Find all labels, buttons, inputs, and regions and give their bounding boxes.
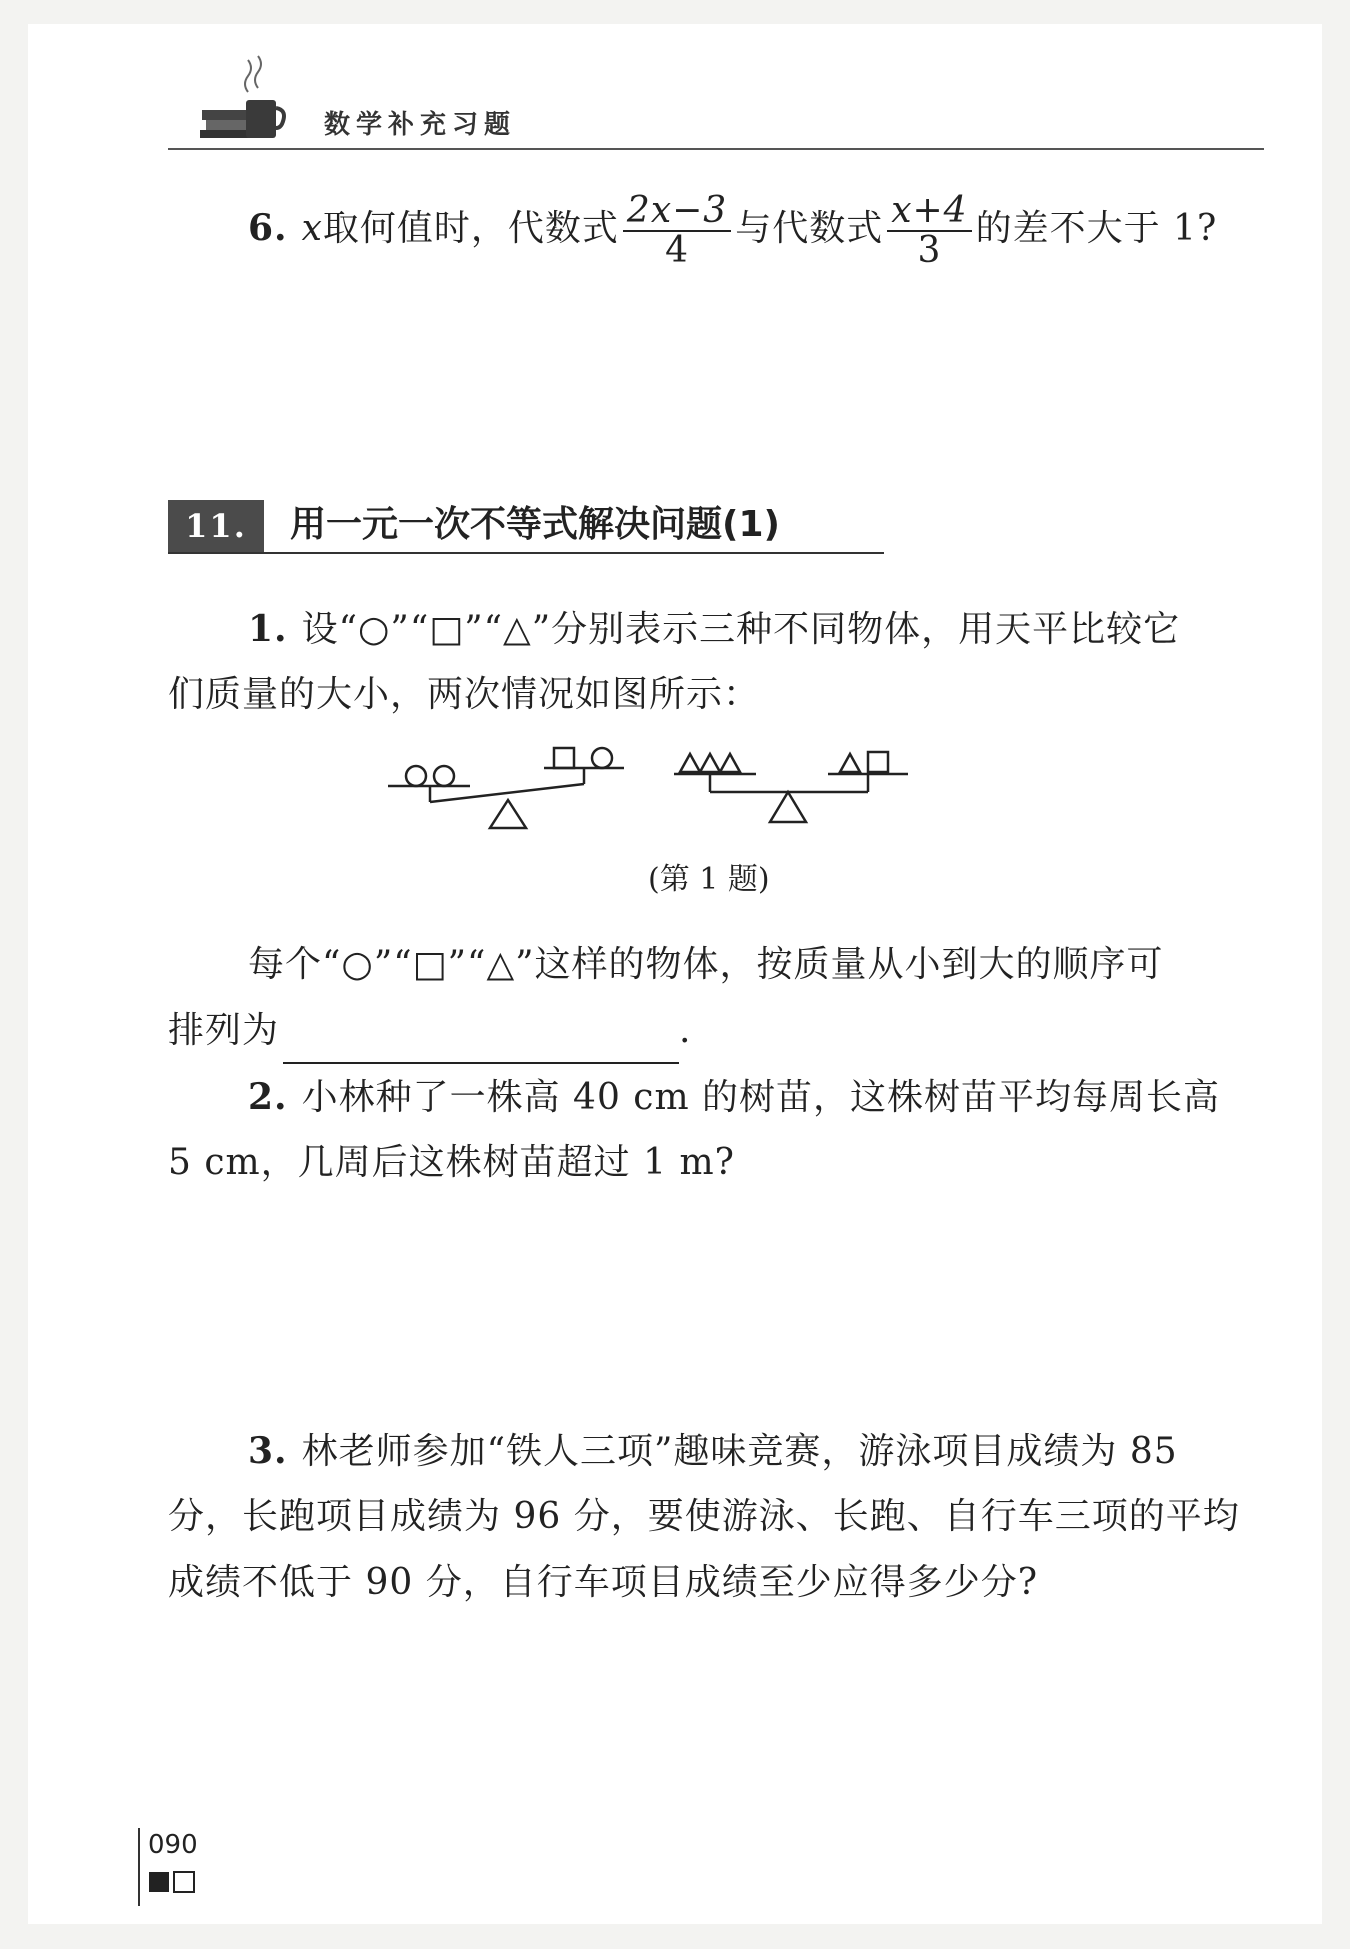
figure-caption: (第 1 题) — [648, 862, 770, 897]
fraction-denominator: 3 — [917, 230, 942, 271]
footer-divider — [138, 1828, 140, 1906]
math-variable: x — [301, 208, 323, 249]
page-marker-icon — [148, 1870, 200, 1894]
question-text: 取何值时，代数式 — [322, 208, 619, 249]
question-text: 的差不大于 1? — [975, 208, 1218, 249]
question-text: 林老师参加“铁人三项”趣味竞赛，游泳项目成绩为 85 — [301, 1431, 1178, 1472]
question-6 — [248, 192, 1217, 270]
fraction-2 — [887, 192, 971, 270]
question-text: 设“○”“□”“△”分别表示三种不同物体，用天平比较它 — [301, 609, 1181, 650]
question-text: 排列为 — [168, 1010, 280, 1051]
balance-scale-2 — [674, 752, 908, 822]
question-3-line-2: 分，长跑项目成绩为 96 分，要使游泳、长跑、自行车三项的平均 — [168, 1496, 1240, 1537]
fraction-numerator: 2x−3 — [623, 192, 731, 232]
question-number: 1. — [248, 608, 288, 650]
section-divider — [168, 552, 884, 554]
question-text: 与代数式 — [735, 208, 884, 249]
question-number: 6. — [248, 207, 288, 249]
balance-scales-figure — [388, 746, 1068, 856]
question-2-line-2: 5 cm，几周后这株树苗超过 1 m? — [168, 1142, 735, 1183]
header-title: 数学补充习题 — [324, 110, 517, 140]
question-2 — [248, 1064, 1220, 1131]
header-divider — [168, 148, 1264, 150]
question-3-line-3: 成绩不低于 90 分，自行车项目成绩至少应得多少分? — [168, 1562, 1038, 1603]
page — [28, 24, 1322, 1924]
question-1 — [248, 596, 1268, 663]
question-number: 2. — [248, 1076, 288, 1118]
section-number: 11. 5 — [168, 500, 264, 552]
books-and-cup-icon — [196, 52, 292, 148]
question-3 — [248, 1418, 1178, 1485]
section-title: 用一元一次不等式解决问题(1) — [290, 504, 780, 545]
fraction-1 — [623, 192, 731, 270]
fraction-denominator: 4 — [665, 230, 690, 271]
page-number: 090 — [148, 1830, 198, 1860]
question-1-answer-line — [168, 998, 691, 1064]
question-1-line-3: 每个“○”“□”“△”这样的物体，按质量从小到大的顺序可 — [248, 944, 1164, 985]
fraction-numerator: x+4 — [887, 192, 971, 232]
question-number: 3. — [248, 1430, 288, 1472]
balance-scale-1 — [388, 748, 624, 828]
question-1-line-2: 们质量的大小，两次情况如图所示： — [168, 674, 761, 715]
question-text: . — [679, 1010, 692, 1051]
answer-blank[interactable] — [283, 1016, 679, 1064]
question-text: 小林种了一株高 40 cm 的树苗，这株树苗平均每周长高 — [301, 1077, 1221, 1118]
